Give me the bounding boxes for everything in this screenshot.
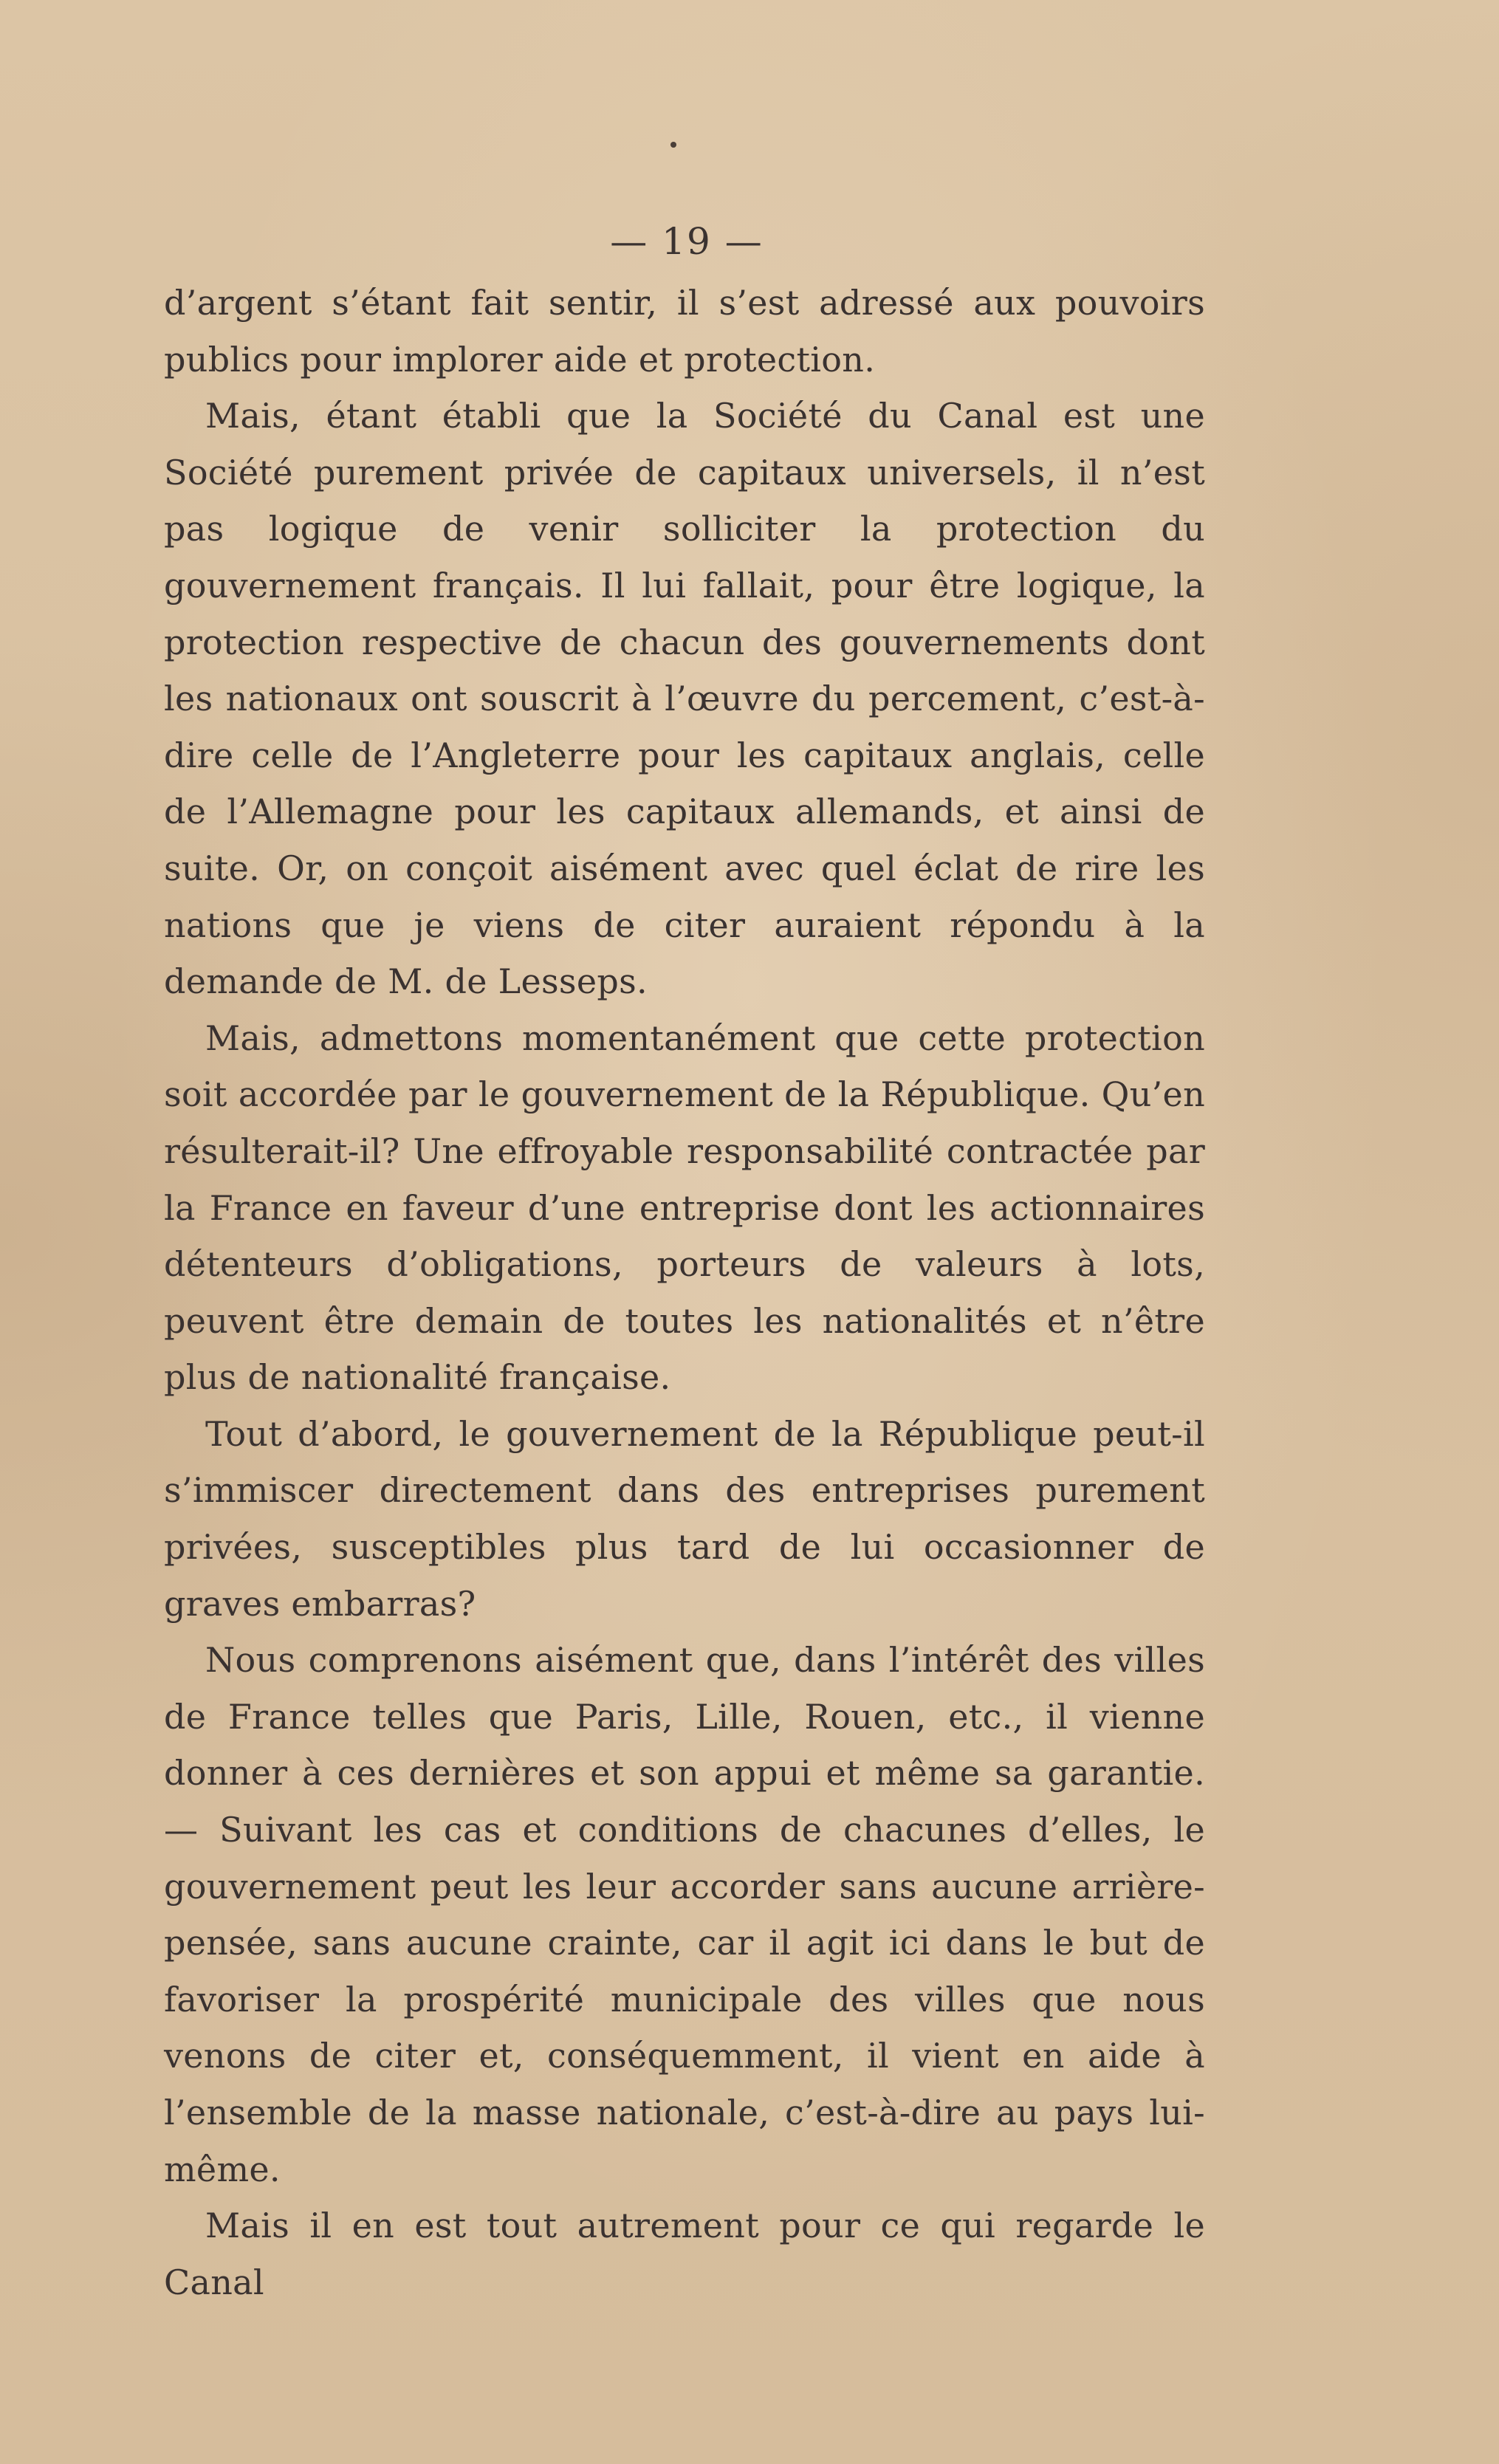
body-text <box>164 275 1205 2310</box>
ink-speck <box>670 142 676 148</box>
paragraph-question: Tout d’abord, le gouvernement de la République peut-il s’immiscer directement dans des entreprises purement privées, susceptibles plus tard de lui occasionner de graves embarras? <box>164 1413 1205 1624</box>
paragraph-cities: Nous comprenons aisément que, dans l’intérêt des villes de France telles que Paris, Lille, Rouen, etc., il vienne donner à ces dernières et son appui et même sa garantie. — Suivant les cas et conditions de chacunes d’elles, le gouvernement peut les leur accorder sans aucune arrière-pensée, sans aucune crainte, car il agit ici dans le but de favoriser la prospérité municipale des villes que nous venons de citer et, conséquemment, il vient en aide à l’ensemble de la masse nationale, c’est-à-dire au pays lui-même. <box>164 1640 1205 2189</box>
paragraph-continuation: d’argent s’étant fait sentir, il s’est adressé aux pouvoirs publics pour implorer aide et protection. <box>164 283 1205 380</box>
page-number: — 19 — <box>610 220 764 263</box>
paragraph-responsibility: Mais, admettons momentanément que cette protection soit accordée par le gouvernement de la République. Qu’en résulterait-il? Une effroyable responsabilité contractée par la France en faveur d’une entreprise dont les actionnaires détenteurs d’obligations, porteurs de valeurs à lots, peuvent être demain de toutes les nationalités et n’être plus de nationalité française. <box>164 1017 1205 1398</box>
paragraph-canal: Mais il en est tout autrement pour ce qui regarde le Canal <box>164 2206 1205 2302</box>
paragraph-protection: Mais, étant établi que la Société du Canal est une Société purement privée de capitaux universels, il n’est pas logique de venir solliciter la protection du gouvernement français. Il lui fallait, pour être logique, la protection respective de chacun des gouvernements dont les nationaux ont souscrit à l’œuvre du percement, c’est-à-dire celle de l’Angleterre pour les capitaux anglais, celle de l’Allemagne pour les capitaux allemands, et ainsi de suite. Or, on conçoit aisément avec quel éclat de rire les nations que je viens de citer auraient répondu à la demande de M. de Lesseps. <box>164 396 1205 1002</box>
